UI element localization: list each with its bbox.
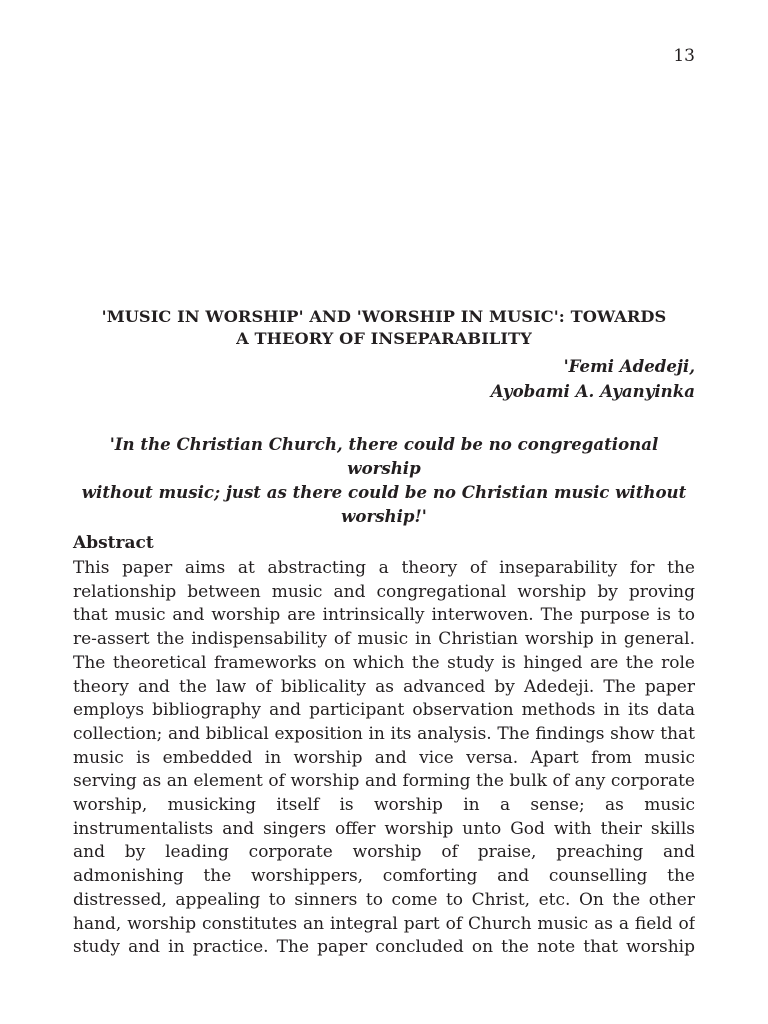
- epigraph-line: without music; just as there could be no Christian music without: [81, 482, 687, 502]
- abstract-line: re-assert the indispensability of music in Christian worship in general.: [73, 629, 695, 650]
- article-title-line: 'MUSIC IN WORSHIP' AND 'WORSHIP IN MUSIC': TOWARDS: [101, 307, 667, 326]
- author-name: 'Femi Adedeji,: [563, 356, 695, 376]
- abstract-line: that music and worship are intrinsically interwoven. The purpose is to: [73, 605, 695, 626]
- epigraph-line: worship!': [341, 506, 427, 526]
- abstract-line: employs bibliography and participant observation methods in its data: [73, 700, 695, 721]
- article-title-line: A THEORY OF INSEPARABILITY: [236, 329, 532, 348]
- abstract-body: [73, 557, 695, 960]
- abstract-line: The theoretical frameworks on which the study is hinged are the role: [73, 652, 695, 673]
- abstract-line: relationship between music and congregational worship by proving: [73, 581, 695, 602]
- article-title: [73, 306, 695, 350]
- epigraph-quote: [73, 432, 695, 528]
- author-name: Ayobami A. Ayanyinka: [490, 381, 695, 401]
- abstract-line: hand, worship constitutes an integral part of Church music as a field of: [73, 913, 695, 934]
- abstract-line: This paper aims at abstracting a theory of inseparability for the: [73, 558, 695, 578]
- abstract-line: admonishing the worshippers, comforting and counselling the: [73, 866, 695, 887]
- abstract-line: study and in practice. The paper concluded on the note that worship: [73, 937, 695, 958]
- abstract-line: collection; and biblical exposition in its analysis. The findings show that: [73, 723, 695, 744]
- abstract-line: distressed, appealing to sinners to come to Christ, etc. On the other: [73, 889, 695, 910]
- page-number: 13: [673, 46, 695, 66]
- epigraph-line: 'In the Christian Church, there could be no congregational worship: [109, 434, 659, 478]
- abstract-line: and by leading corporate worship of praise, preaching and: [73, 842, 695, 863]
- abstract-line: music is embedded in worship and vice versa. Apart from music: [73, 747, 695, 768]
- abstract-line: worship, musicking itself is worship in a sense; as music: [73, 795, 695, 816]
- author-list: [491, 354, 695, 404]
- abstract-heading: Abstract: [73, 533, 154, 553]
- abstract-line: serving as an element of worship and forming the bulk of any corporate: [73, 771, 695, 792]
- abstract-line: theory and the law of biblicality as advanced by Adedeji. The paper: [73, 676, 695, 697]
- abstract-line: instrumentalists and singers offer worship unto God with their skills: [73, 818, 695, 839]
